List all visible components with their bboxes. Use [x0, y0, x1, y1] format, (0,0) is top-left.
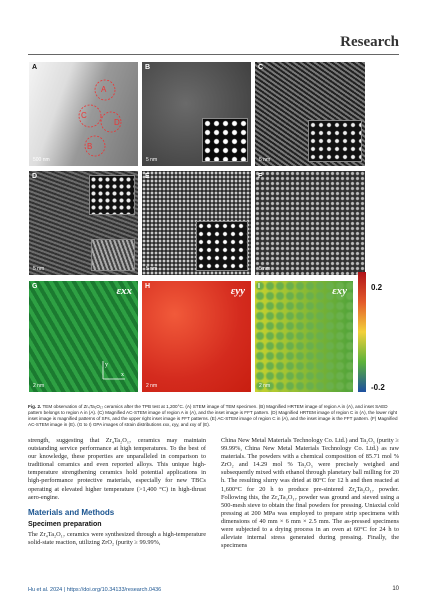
scale-bar: 2 nm [33, 383, 45, 389]
panel-d [29, 171, 138, 275]
axis-y-label: y [105, 362, 108, 368]
citation-doi-link[interactable]: Hu et al. 2024 | https://doi.org/10.34133/research.0436 [28, 587, 162, 593]
body-paragraph: China New Metal Materials Technology Co. Ltd.) and Ta₂O₅ (purity ≥ 99.99%, China New Metal Materials Technology Co. Ltd.) as raw materials. The powders with a chemical composition of 85.71 mol % ZrO₂ and 14.29 mol % Ta₂O₅ were precisely weighed and subsequently mixed with ethanol through planetary ball milling for 20 h. The resulting slurry was dried at 80°C for 12 h and then reacted at 1,600°C for 20 h to produce pre-sintered Zr₄Ta₂O₁₇ powder. Following this, the Zr₄Ta₂O₁₇ powder was ground and sieved using a 500-mesh sieve to obtain the final powders for pressing. Uniaxial cold pressing at 200 MPa was employed to prepare strip specimens with dimensions of 40 mm × 6 mm × 2.5 mm. The as-pressed specimens were subjected to a drying process in an oven at 60°C for 24 h to alleviate internal stress generated during pressing. Finally, the specimens [221, 437, 399, 550]
strain-label-exx: εxx [116, 285, 132, 297]
strain-label-eyy: εyy [230, 285, 245, 297]
left-column [28, 437, 206, 547]
fft-inset [308, 120, 362, 162]
right-column [221, 437, 399, 550]
region-label-b: B [87, 142, 93, 151]
region-label-c: C [81, 111, 87, 120]
panel-c [255, 62, 365, 166]
panel-b-label: B [145, 64, 151, 71]
strain-label-exy: εxy [332, 285, 347, 297]
scale-bar: 5 nm [33, 266, 45, 272]
page-number: 10 [392, 586, 399, 592]
panel-h-label: H [145, 283, 151, 290]
panel-f [255, 171, 365, 275]
journal-name: Research [340, 34, 399, 50]
body-paragraph: strength, suggesting that Zr₄Ta₂O₁₇ ceramics may maintain outstanding service performance at high temperatures. To the best of our knowledge, these properties are unparalleled in comparison to traditional ceramics and even reported alloys. This unique high-temperature strengthening ceramics hold potential applications in high-performance protective materials, especially for new TBCs operating at elevated higher temperature (>1,400 °C) in high-thrust aero-engine. [28, 437, 206, 501]
panel-d-label: D [32, 173, 38, 180]
fft-inset [196, 221, 248, 271]
panel-f-label: F [258, 173, 263, 180]
axis-x-label: x [121, 372, 124, 378]
panel-a [29, 62, 138, 166]
scale-bar: 500 nm [33, 157, 50, 163]
subsection-heading: Specimen preparation [28, 520, 102, 528]
fft-inset [89, 175, 135, 215]
panel-a-label: A [32, 64, 38, 71]
scale-bar: 5 nm [259, 157, 271, 163]
panel-h [142, 281, 251, 392]
caption-text: TEM observation of Zr₄Ta₂O₁₇ ceramics after the TPB test at 1,200°C. (A) STEM image of TEM specimen. (B) Magnified HRTEM image of region A in (A), and inset SAED pattern belongs to region A in (A). (C) Magnified AC-STEM image of region A in (A), and the inset image is FFT pattern. (D) Magnified HRTEM image of region C in (A), the lower right inset image is magnified patterns of SFs, and the upper right inset image is FFT patterns. (E) AC-STEM image of region C in (A), and the inset image is the FFT pattern. (F) Magnified AC-STEM image in (E). (G to I) GPA images of strain distributions εxx, εyy, and εxy of (E). [28, 404, 398, 427]
region-label-a: A [101, 85, 107, 94]
colorbar [358, 272, 366, 392]
body-paragraph: The Zr₄Ta₂O₁₇ ceramics were synthesized through a high-temperature solid-state reaction, utilizing ZrO₂ (purity ≥ 99.99%, [28, 530, 206, 547]
scale-bar: 5 nm [259, 266, 271, 272]
scale-bar: 2 nm [259, 383, 271, 389]
header-rule [28, 54, 399, 55]
colorbar-min: -0.2 [371, 383, 385, 392]
figure-caption [28, 404, 400, 428]
panel-i-label: I [258, 283, 260, 290]
panel-g [29, 281, 138, 392]
panel-e-label: E [145, 173, 150, 180]
colorbar-max: 0.2 [371, 283, 383, 292]
panel-i [255, 281, 353, 392]
panel-e [142, 171, 251, 275]
caption-label: Fig. 2. [28, 404, 42, 409]
scale-bar: 5 nm [146, 157, 158, 163]
panel-b [142, 62, 251, 166]
region-label-d: D [114, 118, 120, 127]
section-heading: Materials and Methods [28, 507, 115, 517]
scale-bar: 2 nm [146, 383, 158, 389]
panel-c-label: C [258, 64, 264, 71]
sf-inset [91, 239, 135, 271]
axis-arrows [99, 359, 129, 385]
scale-bar: 5 nm [146, 266, 158, 272]
panel-g-label: G [32, 283, 38, 290]
saed-inset [202, 118, 248, 162]
